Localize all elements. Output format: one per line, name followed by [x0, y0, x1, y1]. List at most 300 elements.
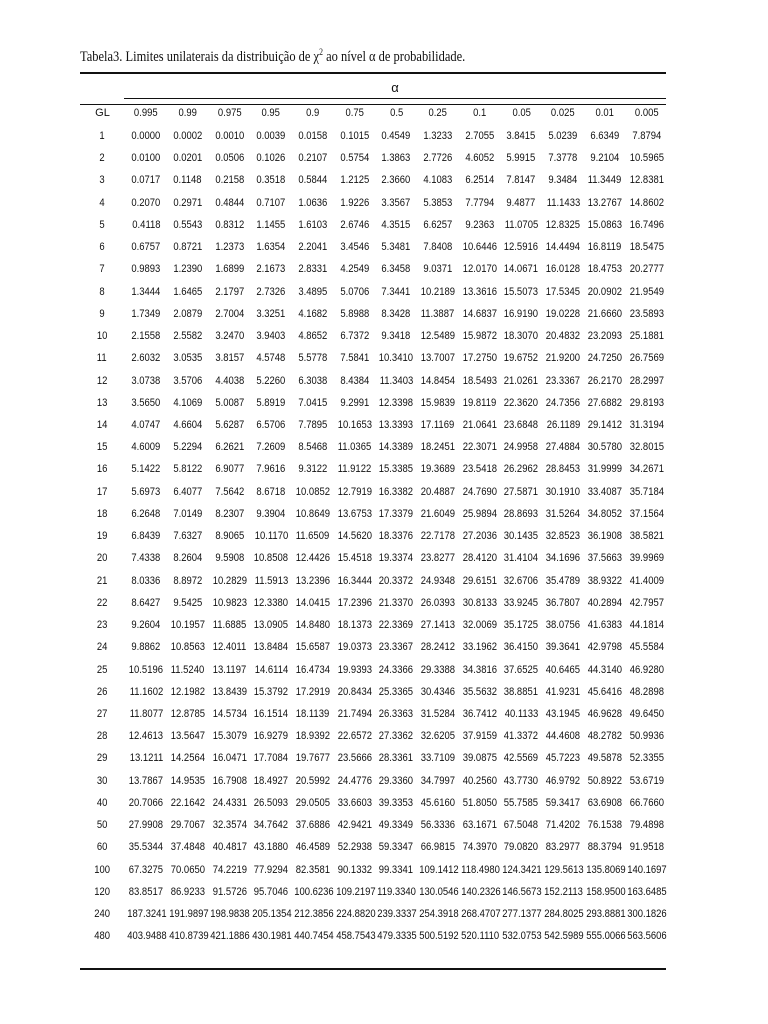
table-cell: 42.5569 — [504, 752, 539, 765]
table-cell: 29.7067 — [170, 819, 205, 832]
table-cell: 20.3372 — [379, 574, 414, 587]
table-cell: 31.4104 — [504, 552, 539, 565]
table-cell: 45.6160 — [420, 796, 455, 809]
table-cell: 224.8820 — [335, 908, 376, 921]
column-header-alpha: 0.025 — [551, 107, 575, 119]
table-cell: 11.3887 — [421, 307, 455, 320]
table-cell: 3.5650 — [131, 396, 161, 409]
table-cell: 95.7046 — [253, 885, 289, 898]
table-cell: 52.3355 — [629, 752, 664, 765]
table-cell: 0.0000 — [131, 130, 161, 142]
table-cell: 26.2962 — [504, 463, 539, 476]
table-cell: 82.3581 — [295, 863, 330, 876]
table-cell: 67.5048 — [504, 819, 539, 832]
title-prefix: Tabela3. Limites unilaterais da distribuição de — [80, 48, 314, 65]
table-cell: 41.9231 — [545, 685, 581, 698]
table-cell: 8.2307 — [214, 507, 244, 520]
table-cell: 9.2604 — [131, 619, 161, 632]
table-cell: 16.9279 — [253, 730, 289, 743]
table-cell: 30.4346 — [420, 685, 455, 698]
table-cell: 39.9969 — [629, 552, 664, 565]
table-cell: 32.3574 — [212, 819, 247, 832]
table-cell: 15.6587 — [295, 641, 330, 654]
table-cell: 38.0756 — [545, 619, 581, 632]
table-cell: 30.1435 — [504, 530, 539, 543]
table-cell: 11.3403 — [379, 374, 413, 387]
table-cell: 34.2671 — [629, 463, 664, 476]
table-cell: 15.5073 — [504, 285, 539, 298]
table-cell: 109.2197 — [335, 885, 376, 898]
table-cell: 21.9200 — [545, 352, 581, 365]
table-cell: 50.8922 — [587, 774, 622, 787]
table-cell: 29.8193 — [629, 396, 664, 409]
table-cell: 5.3853 — [423, 196, 453, 209]
table-cell: 21.0261 — [504, 374, 539, 387]
table-cell: 10.1653 — [337, 418, 372, 431]
table-cell: 13.5647 — [170, 730, 205, 743]
table-cell: 300.1826 — [627, 908, 668, 921]
header-rule — [80, 104, 666, 105]
table-cell: 30.8133 — [462, 596, 497, 609]
table-cell: 4.5748 — [256, 352, 286, 365]
row-gl-value: 10 — [96, 330, 108, 343]
table-cell: 10.8563 — [170, 641, 205, 654]
table-cell: 9.0371 — [423, 263, 453, 276]
table-cell: 152.2113 — [544, 885, 583, 898]
table-cell: 10.6446 — [462, 241, 497, 254]
alpha-rule — [124, 98, 666, 99]
table-cell: 33.6603 — [337, 796, 372, 809]
table-cell: 42.9421 — [337, 819, 372, 832]
table-cell: 5.8988 — [340, 307, 369, 320]
row-gl-value: 7 — [99, 263, 105, 276]
table-cell: 48.2898 — [629, 685, 664, 698]
table-cell: 32.6706 — [504, 574, 539, 587]
table-cell: 0.5543 — [173, 218, 203, 231]
table-cell: 1.6103 — [298, 218, 328, 231]
table-cell: 12.8381 — [629, 174, 664, 187]
table-cell: 83.8517 — [128, 885, 164, 898]
table-cell: 5.2294 — [173, 441, 203, 454]
table-cell: 8.0336 — [131, 574, 161, 587]
table-cell: 2.7004 — [214, 307, 244, 320]
table-cell: 45.5584 — [629, 641, 664, 654]
table-cell: 15.9872 — [462, 330, 497, 343]
table-cell: 1.6354 — [256, 241, 286, 254]
table-cell: 11.5913 — [254, 574, 288, 587]
row-gl-value: 15 — [96, 441, 108, 454]
column-header-alpha: 0.995 — [134, 107, 158, 119]
table-cell: 2.6746 — [340, 218, 369, 231]
table-cell: 36.4150 — [504, 641, 539, 654]
row-gl-value: 27 — [96, 707, 108, 720]
row-gl-value: 60 — [96, 841, 108, 854]
table-cell: 14.5620 — [337, 530, 372, 543]
table-cell: 43.7730 — [504, 774, 539, 787]
table-cell: 0.0158 — [298, 130, 328, 142]
table-cell: 9.3904 — [256, 507, 286, 520]
table-cell: 79.0820 — [504, 841, 539, 854]
table-cell: 5.0087 — [214, 396, 244, 409]
table-cell: 191.9897 — [168, 908, 209, 921]
table-cell: 4.1069 — [173, 396, 203, 409]
table-cell: 5.1422 — [131, 463, 161, 476]
table-cell: 0.0039 — [256, 130, 286, 142]
table-cell: 8.8972 — [173, 574, 203, 587]
table-cell: 19.7677 — [295, 752, 330, 765]
row-gl-value: 29 — [96, 752, 108, 765]
table-cell: 6.3458 — [381, 263, 411, 276]
table-cell: 14.6114 — [254, 663, 288, 676]
table-cell: 34.1696 — [545, 552, 581, 565]
table-cell: 23.3367 — [545, 374, 581, 387]
table-cell: 6.6257 — [423, 218, 453, 231]
table-cell: 500.5192 — [419, 930, 459, 943]
table-cell: 14.0671 — [504, 263, 539, 276]
row-gl-value: 22 — [96, 596, 108, 609]
table-cell: 4.6009 — [131, 441, 161, 454]
table-cell: 39.3641 — [545, 641, 581, 654]
table-cell: 3.2470 — [214, 330, 244, 343]
table-cell: 3.8415 — [506, 130, 536, 142]
table-cell: 13.6753 — [337, 507, 372, 520]
column-header-alpha: 0.25 — [428, 107, 448, 119]
table-cell: 4.6604 — [173, 418, 203, 431]
row-gl-value: 5 — [99, 218, 105, 231]
table-cell: 39.0875 — [462, 752, 497, 765]
table-cell: 33.7109 — [420, 752, 455, 765]
table-cell: 70.0650 — [170, 863, 205, 876]
table-cell: 5.9915 — [506, 152, 536, 165]
table-cell: 27.3362 — [379, 730, 414, 743]
table-cell: 23.5418 — [462, 463, 497, 476]
table-cell: 17.2396 — [337, 596, 372, 609]
column-header-alpha: 0.95 — [261, 107, 281, 119]
table-cell: 20.2777 — [629, 263, 664, 276]
column-header-alpha: 0.75 — [345, 107, 364, 119]
table-cell: 13.1197 — [212, 663, 247, 676]
table-cell: 17.2750 — [462, 352, 497, 365]
table-cell: 34.8052 — [587, 507, 622, 520]
table-cell: 28.8693 — [504, 507, 539, 520]
table-cell: 24.7250 — [587, 352, 622, 365]
table-cell: 24.7690 — [462, 485, 497, 498]
table-cell: 254.3918 — [419, 908, 459, 921]
table-cell: 13.3393 — [379, 418, 414, 431]
table-cell: 5.6973 — [131, 485, 161, 498]
table-cell: 1.7349 — [131, 307, 161, 320]
table-cell: 19.3374 — [379, 552, 414, 565]
table-cell: 13.2767 — [587, 196, 622, 209]
table-cell: 15.3385 — [379, 463, 414, 476]
table-cell: 13.7867 — [128, 774, 164, 787]
table-cell: 13.1211 — [129, 752, 163, 765]
table-cell: 22.6572 — [337, 730, 372, 743]
table-cell: 11.0705 — [504, 218, 539, 231]
table-cell: 9.5425 — [173, 596, 203, 609]
table-cell: 0.1015 — [340, 130, 369, 142]
table-cell: 11.6885 — [212, 619, 247, 632]
table-cell: 37.4848 — [170, 841, 205, 854]
table-cell: 33.9245 — [504, 596, 539, 609]
table-cell: 198.9838 — [210, 908, 251, 921]
table-cell: 4.2549 — [340, 263, 369, 276]
table-cell: 0.4844 — [214, 196, 244, 209]
table-cell: 8.6718 — [256, 485, 286, 498]
table-cell: 7.9616 — [256, 463, 286, 476]
table-cell: 12.1982 — [170, 685, 205, 698]
table-cell: 21.0641 — [462, 418, 497, 431]
table-cell: 45.6416 — [587, 685, 622, 698]
table-cell: 7.5642 — [214, 485, 244, 498]
table-cell: 15.9839 — [420, 396, 455, 409]
table-cell: 26.0393 — [420, 596, 455, 609]
table-cell: 7.4338 — [131, 552, 161, 565]
table-cell: 13.3616 — [462, 285, 497, 298]
table-cell: 42.9798 — [587, 641, 622, 654]
table-cell: 18.1139 — [296, 707, 330, 720]
table-cell: 18.2451 — [420, 441, 455, 454]
table-cell: 24.7356 — [545, 396, 581, 409]
table-cell: 5.8919 — [256, 396, 286, 409]
table-cell: 16.8119 — [587, 241, 622, 254]
table-cell: 27.4884 — [545, 441, 581, 454]
table-cell: 48.2782 — [587, 730, 622, 743]
table-cell: 71.4202 — [545, 819, 581, 832]
table-cell: 24.9348 — [420, 574, 455, 587]
table-cell: 0.7107 — [256, 196, 286, 209]
table-cell: 44.1814 — [629, 619, 664, 632]
table-cell: 11.8077 — [129, 707, 163, 720]
table-cell: 74.2219 — [212, 863, 247, 876]
column-header-alpha: 0.005 — [634, 107, 659, 119]
table-cell: 16.0128 — [545, 263, 581, 276]
table-cell: 187.3241 — [127, 908, 167, 921]
table-cell: 29.3388 — [420, 663, 455, 676]
title-chi-symbol: χ — [313, 48, 320, 65]
row-gl-value: 40 — [96, 796, 108, 809]
row-gl-value: 100 — [94, 863, 110, 876]
table-cell: 2.7055 — [465, 130, 495, 142]
table-cell: 86.9233 — [170, 885, 205, 898]
table-cell: 6.2514 — [465, 174, 495, 187]
row-gl-value: 120 — [94, 885, 110, 898]
table-cell: 55.7585 — [504, 796, 539, 809]
row-gl-value: 16 — [96, 463, 108, 476]
table-cell: 14.8480 — [295, 619, 330, 632]
table-cell: 2.2041 — [298, 241, 328, 254]
table-cell: 0.2158 — [214, 174, 244, 187]
table-cell: 16.3382 — [379, 485, 414, 498]
table-cell: 63.1671 — [462, 819, 497, 832]
table-cell: 10.1957 — [170, 619, 205, 632]
table-cell: 37.6886 — [295, 819, 330, 832]
table-cell: 284.8025 — [544, 908, 584, 921]
table-cell: 43.1945 — [545, 707, 581, 720]
table-cell: 32.6205 — [420, 730, 455, 743]
table-cell: 25.1881 — [629, 330, 664, 343]
table-cell: 26.2170 — [587, 374, 622, 387]
table-cell: 33.1962 — [462, 641, 497, 654]
table-cell: 4.0747 — [131, 418, 161, 431]
table-cell: 23.5666 — [337, 752, 372, 765]
table-cell: 42.7957 — [629, 596, 664, 609]
table-cell: 32.8523 — [545, 530, 581, 543]
table-cell: 21.9549 — [629, 285, 664, 298]
table-cell: 23.5893 — [629, 307, 664, 320]
row-gl-value: 12 — [96, 374, 108, 387]
table-cell: 5.6287 — [214, 418, 244, 431]
table-cell: 77.9294 — [253, 863, 289, 876]
table-cell: 14.8602 — [629, 196, 664, 209]
table-cell: 12.5916 — [504, 241, 539, 254]
table-cell: 52.2938 — [337, 841, 372, 854]
table-cell: 46.9280 — [629, 663, 664, 676]
table-cell: 31.5264 — [545, 507, 581, 520]
table-cell: 20.7066 — [128, 796, 164, 809]
table-cell: 205.1354 — [252, 908, 292, 921]
table-cell: 555.0066 — [585, 930, 626, 943]
table-cell: 41.6383 — [587, 619, 622, 632]
table-cell: 35.7184 — [629, 485, 664, 498]
table-cell: 40.1133 — [504, 707, 539, 720]
table-cell: 46.4589 — [295, 841, 330, 854]
table-cell: 36.7412 — [462, 707, 497, 720]
table-cell: 16.7908 — [212, 774, 247, 787]
table-cell: 26.1189 — [546, 418, 580, 431]
table-cell: 49.6450 — [629, 707, 664, 720]
table-cell: 7.3441 — [381, 285, 411, 298]
table-cell: 1.2125 — [340, 174, 369, 187]
table-cell: 5.0239 — [548, 130, 578, 142]
table-cell: 7.8147 — [506, 174, 536, 187]
table-cell: 79.4898 — [629, 819, 664, 832]
table-cell: 0.0717 — [131, 174, 161, 187]
row-gl-value: 23 — [96, 619, 108, 632]
table-cell: 25.3365 — [379, 685, 414, 698]
table-cell: 140.1697 — [627, 863, 668, 876]
table-cell: 31.3194 — [629, 418, 664, 431]
table-cell: 99.3341 — [379, 863, 414, 876]
bottom-rule — [80, 968, 666, 970]
table-cell: 23.3367 — [379, 641, 414, 654]
table-cell: 20.5992 — [295, 774, 330, 787]
table-cell: 51.8050 — [462, 796, 497, 809]
table-cell: 239.3337 — [377, 908, 417, 921]
table-cell: 0.1026 — [256, 152, 286, 165]
row-gl-value: 30 — [96, 774, 108, 787]
row-gl-value: 24 — [96, 641, 108, 654]
table-cell: 10.9823 — [212, 596, 247, 609]
table-cell: 23.8277 — [420, 552, 455, 565]
table-cell: 3.0535 — [173, 352, 203, 365]
table-cell: 100.6236 — [294, 885, 334, 898]
table-cell: 21.6660 — [587, 307, 622, 320]
table-cell: 7.8794 — [631, 130, 661, 142]
table-cell: 14.0415 — [295, 596, 330, 609]
column-header-alpha: 0.1 — [473, 107, 487, 119]
table-cell: 12.3398 — [379, 396, 414, 409]
gl-header: GL — [95, 107, 110, 119]
table-cell: 7.7895 — [298, 418, 328, 431]
table-cell: 520.1110 — [460, 930, 499, 943]
table-cell: 66.9815 — [420, 841, 455, 854]
table-cell: 440.7454 — [294, 930, 334, 943]
table-cell: 10.1170 — [254, 530, 288, 543]
table-cell: 14.6837 — [462, 307, 497, 320]
table-cell: 0.0506 — [214, 152, 244, 165]
table-cell: 146.5673 — [502, 885, 542, 898]
table-cell: 0.8721 — [173, 241, 203, 254]
table-cell: 34.7997 — [420, 774, 455, 787]
table-cell: 18.9392 — [295, 730, 330, 743]
table-cell: 6.4077 — [173, 485, 203, 498]
table-cell: 3.3251 — [256, 307, 286, 320]
table-cell: 24.4776 — [337, 774, 372, 787]
row-gl-value: 8 — [99, 285, 105, 298]
table-cell: 0.5844 — [298, 174, 328, 187]
table-cell: 6.9077 — [214, 463, 244, 476]
table-cell: 4.4038 — [214, 374, 244, 387]
table-title — [80, 47, 465, 66]
table-cell: 2.3660 — [381, 174, 411, 187]
table-cell: 0.2070 — [131, 196, 161, 209]
table-cell: 36.7807 — [545, 596, 581, 609]
column-header-alpha: 0.975 — [217, 107, 242, 119]
table-cell: 7.3778 — [548, 152, 578, 165]
table-cell: 9.3418 — [381, 330, 411, 343]
table-cell: 35.4789 — [545, 574, 581, 587]
table-cell: 27.5871 — [504, 485, 539, 498]
table-cell: 268.4707 — [460, 908, 501, 921]
table-cell: 118.4980 — [460, 863, 500, 876]
table-cell: 13.7007 — [420, 352, 455, 365]
table-cell: 1.6465 — [173, 285, 203, 298]
table-cell: 19.0228 — [545, 307, 581, 320]
table-cell: 293.8881 — [585, 908, 626, 921]
table-cell: 163.6485 — [627, 885, 668, 898]
table-cell: 14.4494 — [545, 241, 581, 254]
table-cell: 20.4887 — [420, 485, 455, 498]
row-gl-value: 9 — [99, 307, 105, 320]
table-cell: 56.3336 — [420, 819, 455, 832]
table-cell: 11.9122 — [337, 463, 372, 476]
table-cell: 5.8122 — [173, 463, 203, 476]
table-cell: 0.0100 — [131, 152, 161, 165]
table-cell: 7.0149 — [173, 507, 203, 520]
table-cell: 9.2363 — [465, 218, 495, 231]
table-cell: 11.0365 — [337, 441, 372, 454]
table-cell: 38.9322 — [587, 574, 622, 587]
table-cell: 28.4120 — [462, 552, 497, 565]
table-cell: 5.3481 — [381, 241, 411, 254]
table-cell: 4.1083 — [423, 174, 453, 187]
table-cell: 9.8862 — [131, 641, 161, 654]
table-cell: 8.2604 — [173, 552, 203, 565]
table-cell: 28.2412 — [420, 641, 455, 654]
table-cell: 1.1455 — [256, 218, 286, 231]
table-cell: 40.2560 — [462, 774, 497, 787]
table-cell: 2.5582 — [173, 330, 203, 343]
table-cell: 10.0852 — [295, 485, 330, 498]
table-cell: 91.5726 — [212, 885, 247, 898]
table-cell: 3.3567 — [381, 196, 411, 209]
table-cell: 11.1602 — [129, 685, 163, 698]
row-gl-value: 25 — [96, 663, 108, 676]
table-cell: 16.4734 — [295, 663, 330, 676]
table-cell: 90.1332 — [337, 863, 372, 876]
table-cell: 212.3856 — [294, 908, 334, 921]
